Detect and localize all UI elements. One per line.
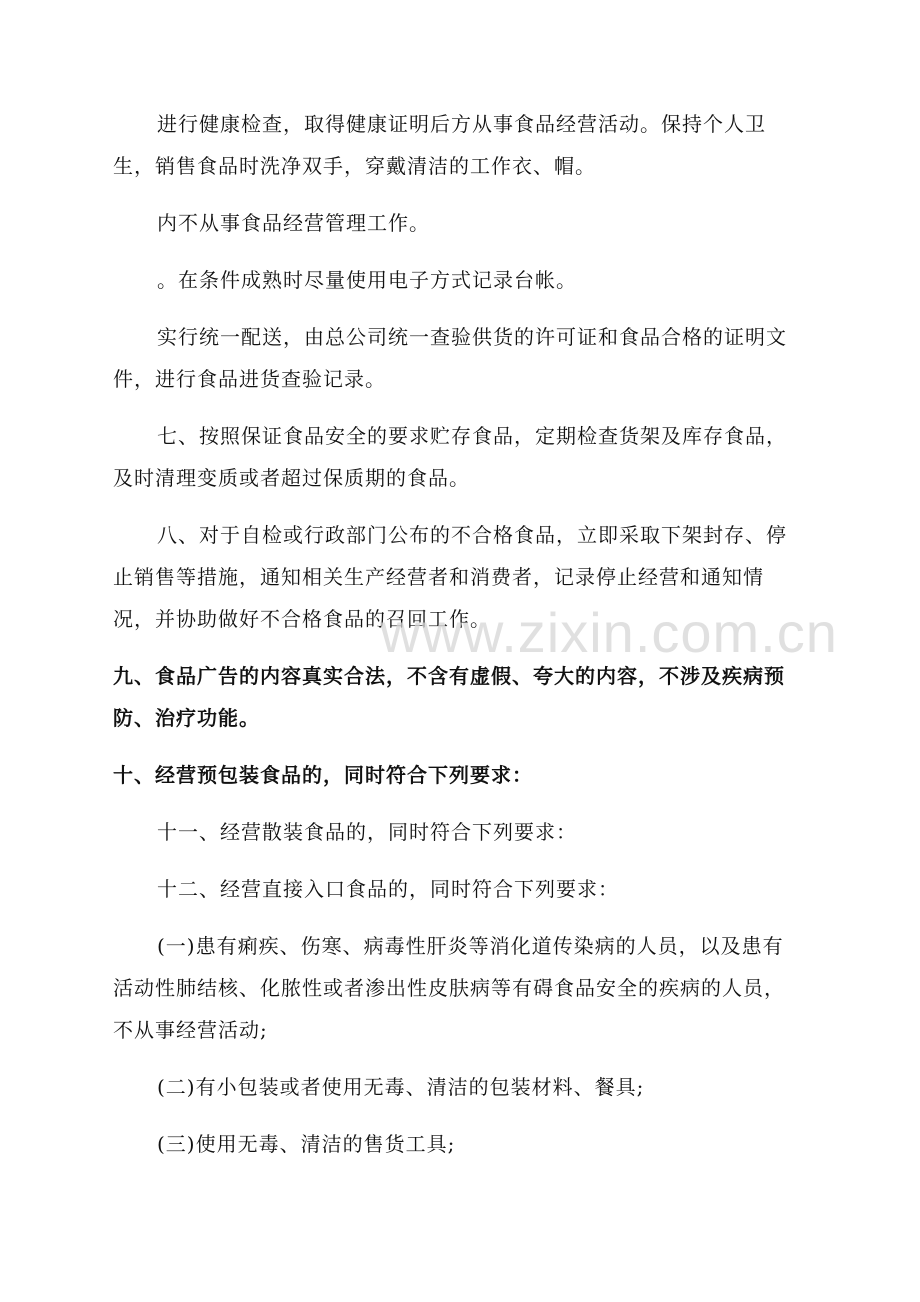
paragraph-health-check: 进行健康检查，取得健康证明后方从事食品经营活动。保持个人卫生，销售食品时洗净双手，穿戴清洁的工作衣、帽。 [113,112,766,178]
document-page [113,103,803,1165]
paragraph-no-management: 内不从事食品经营管理工作。 [157,211,430,235]
paragraph-subitem-1: (一)患有痢疾、伤寒、病毒性肝炎等消化道传染病的人员，以及患有活动性肺结核、化脓性或者渗出性皮肤病等有碍食品安全的疾病的人员，不从事经营活动; [113,934,785,1042]
paragraph-electronic-records: 。在条件成熟时尽量使用电子方式记录台帐。 [157,268,577,292]
paragraph-subitem-2: (二)有小包装或者使用无毒、清洁的包装材料、餐具; [157,1075,645,1099]
paragraph-item-7: 七、按照保证食品安全的要求贮存食品，定期检查货架及库存食品，及时清理变质或者超过保质期的食品。 [113,424,787,490]
paragraph-item-11: 十一、经营散装食品的，同时符合下列要求： [157,820,577,844]
paragraph-item-12: 十二、经营直接入口食品的，同时符合下列要求： [157,877,619,901]
paragraph-item-9: 九、食品广告的内容真实合法，不含有虚假、夸大的内容，不涉及疾病预防、治疗功能。 [113,664,785,730]
paragraph-subitem-3: (三)使用无毒、清洁的售货工具; [157,1132,456,1156]
paragraph-item-8: 八、对于自检或行政部门公布的不合格食品，立即采取下架封存、停止销售等措施，通知相关生产经营者和消费者，记录停止经营和通知情况，并协助做好不合格食品的召回工作。 [113,523,787,631]
paragraph-unified-delivery: 实行统一配送，由总公司统一查验供货的许可证和食品合格的证明文件，进行食品进货查验记录。 [113,325,787,391]
paragraph-item-10: 十、经营预包装食品的，同时符合下列要求： [113,763,533,787]
watermark-text: www.zixin.com.cn [380,601,838,664]
